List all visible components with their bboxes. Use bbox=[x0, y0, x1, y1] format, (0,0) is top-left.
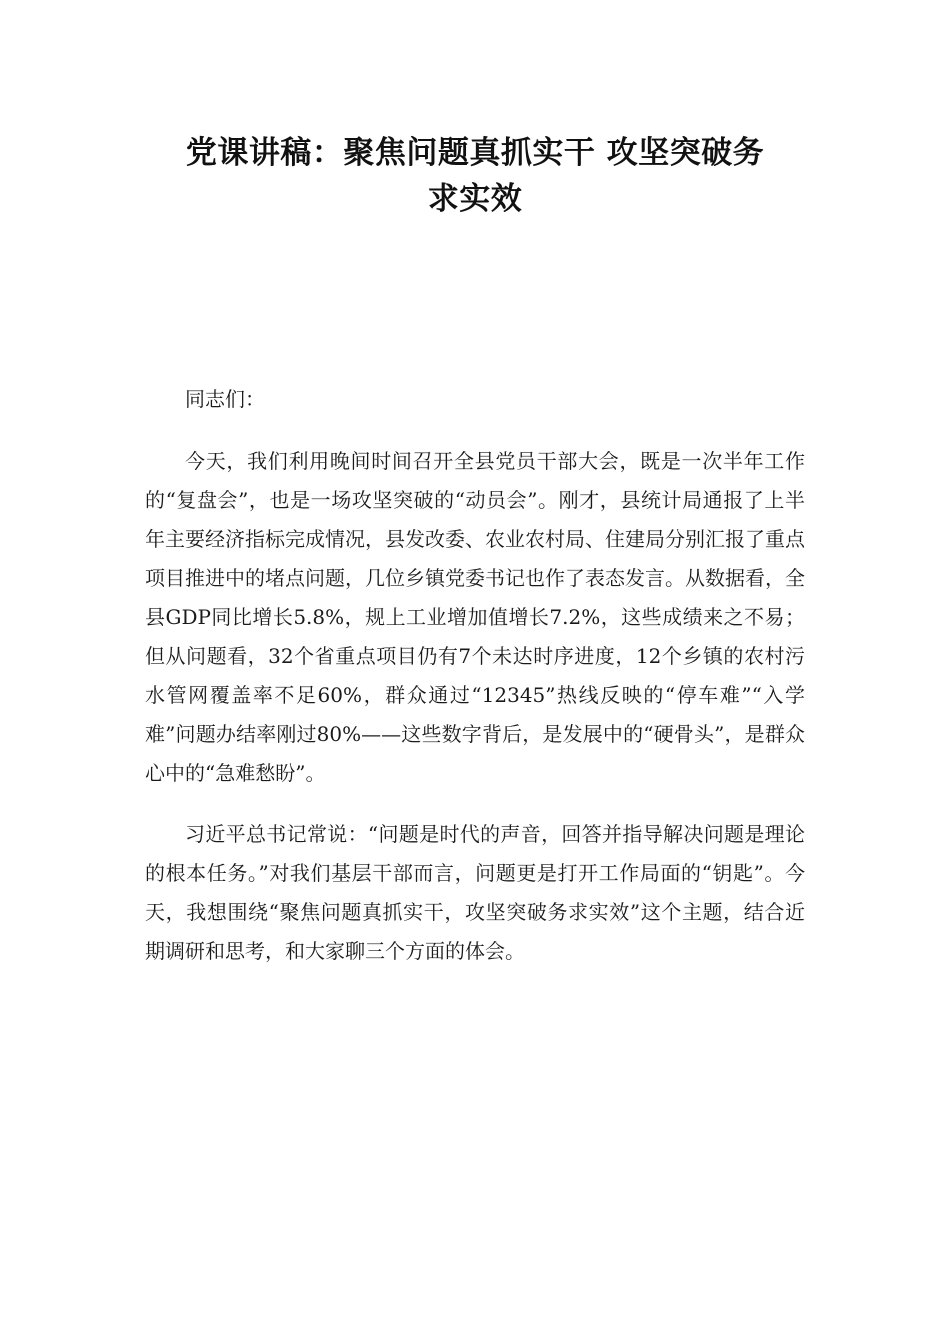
title-line-2: 求实效 bbox=[427, 181, 523, 217]
paragraph-1: 今天，我们利用晚间时间召开全县党员干部大会，既是一次半年工作的“复盘会”，也是一场攻坚突破的“动员会”。刚才，县统计局通报了上半年主要经济指标完成情况，县发改委、农业农村局、住建局分别汇报了重点项目推进中的堵点问题，几位乡镇党委书记也作了表态发言。从数据看，全县GDP同比增长5.8%，规上工业增加值增长7.2%，这些成绩来之不易；但从问题看，32个省重点项目仍有7个未达时序进度，12个乡镇的农村污水管网覆盖率不足60%，群众通过“12345”热线反映的“停车难”“入学难”问题办结率刚过80%——这些数字背后，是发展中的“硬骨头”，是群众心中的“急难愁盼”。 bbox=[145, 449, 805, 785]
salutation: 同志们： bbox=[185, 387, 265, 411]
title-line-1: 党课讲稿：聚焦问题真抓实干 攻坚突破务 bbox=[185, 135, 765, 171]
document-body bbox=[145, 380, 805, 993]
paragraph-2: 习近平总书记常说：“问题是时代的声音，回答并指导解决问题是理论的根本任务。”对我们基层干部而言，问题更是打开工作局面的“钥匙”。今天，我想围绕“聚焦问题真抓实干，攻坚突破务求实效”这个主题，结合近期调研和思考，和大家聊三个方面的体会。 bbox=[145, 822, 805, 963]
document-title bbox=[140, 130, 810, 222]
